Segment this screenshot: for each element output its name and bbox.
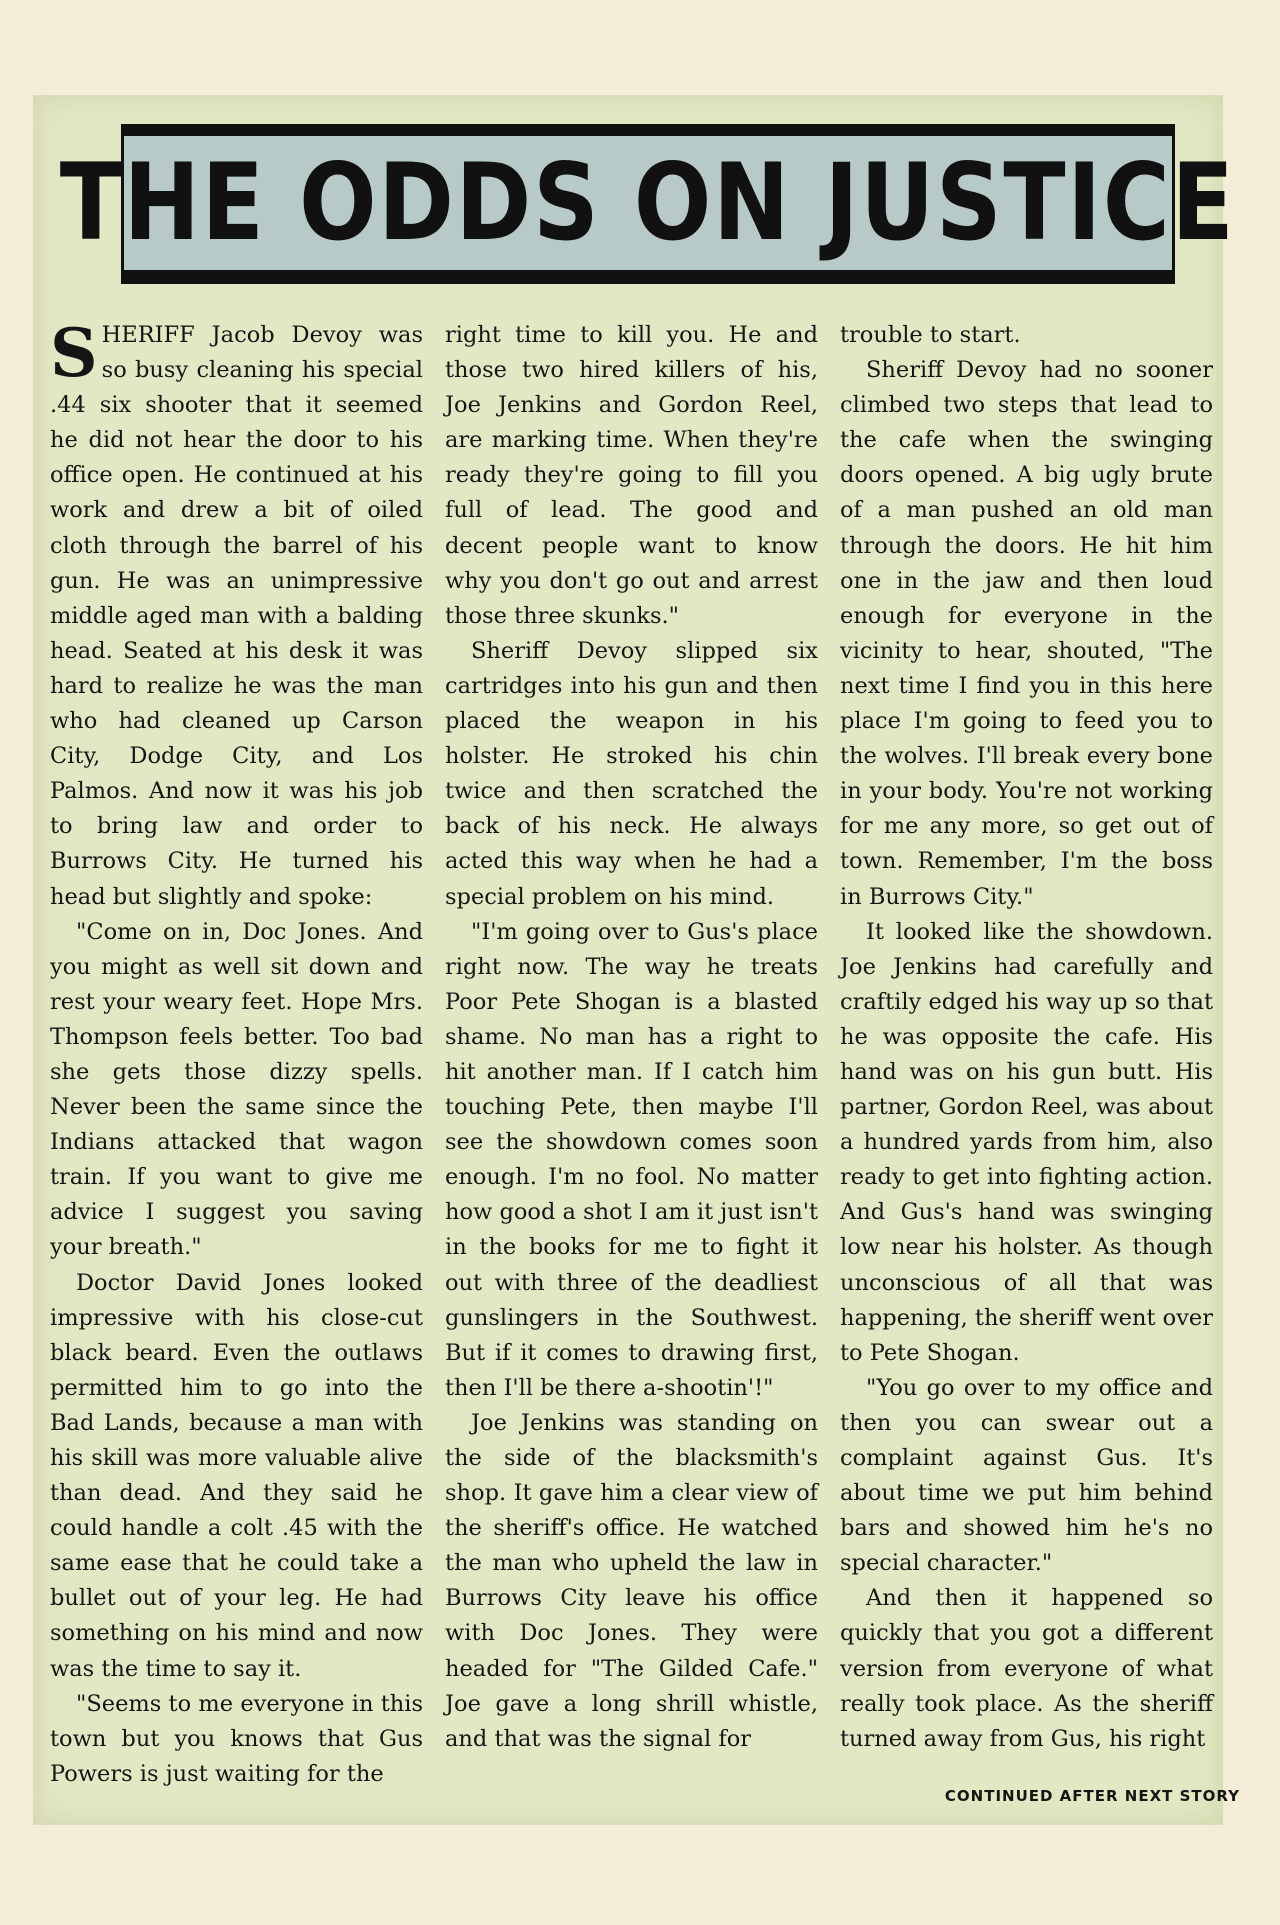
paragraph: Sheriff Devoy slipped six cartridges into his gun and then placed the weapon in his holster. He stroked his chin twice and then scratched the back of his neck. He always acted this way when he had a special problem on his mind. <box>445 637 818 910</box>
paragraph: right time to kill you. He and those two hired killers of his, Joe Jenkins and Gordon Reel, are marking time. When they're ready they're going to fill you full of lead. The good and decent people want to know why you don't go out and arrest those three skunks." <box>445 322 818 629</box>
paragraph: "Seems to me everyone in this town but you knows that Gus Powers is just waiting for the <box>50 1690 423 1787</box>
paragraph: It looked like the showdown. Joe Jenkins had carefully and craftily edged his way up so that he was opposite the cafe. His hand was on his gun butt. His partner, Gordon Reel, was about a hundred yards from him, also ready to get into fighting action. And Gus's hand was swinging low near his holster. As though unconscious of all that was happening, the sheriff went over to Pete Shogan. <box>840 918 1213 1366</box>
paragraph: Doctor David Jones looked impressive with his close-cut black beard. Even the outlaws permitted him to go into the Bad Lands, because a man with his skill was more valuable alive than dead. And they said he could handle a colt .45 with the same ease that he could take a bullet out of your leg. He had something on his mind and now was the time to say it. <box>50 1269 423 1682</box>
paragraph: "You go over to my office and then you can swear out a complaint against Gus. It's about time we put him behind bars and showed him he's no special character." <box>840 1374 1213 1577</box>
drop-cap: S <box>50 314 98 392</box>
story-columns <box>50 314 1215 1787</box>
continued-note: CONTINUED AFTER NEXT STORY <box>944 1787 1240 1805</box>
column-3 <box>840 318 1213 1778</box>
paragraph: "I'm going over to Gus's place right now. The way he treats Poor Pete Shogan is a blasted shame. No man has a right to hit another man. If I catch him touching Pete, then maybe I'll see the showdown comes soon enough. I'm no fool. No matter how good a shot I am it just isn't in the books for me to fight it out with three of the deadliest gunslingers in the Southwest. But if it comes to drawing first, then I'll be there a-shootin'!" <box>445 918 818 1401</box>
paragraph: Joe Jenkins was standing on the side of the blacksmith's shop. It gave him a clear view of the sheriff's office. He watched the man who upheld the law in Burrows City leave his office with Doc Jones. They were headed for "The Gilded Cafe." Joe gave a long shrill whistle, and that was the signal for <box>445 1409 818 1752</box>
paragraph <box>50 314 423 915</box>
story-title: THE ODDS ON JUSTICE <box>60 141 1236 264</box>
column-2 <box>445 318 818 1778</box>
paragraph-text: HERIFF Jacob Devoy was so busy cleaning his special .44 six shooter that it seemed he did not hear the door to his office open. He continued at his work and drew a bit of oiled cloth through the barrel of his gun. He was an unimpressive middle aged man with a balding head. Seated at his desk it was hard to realize he was the man who had cleaned up Carson City, Dodge City, and Los Palmos. And now it was his job to bring law and order to Burrows City. He turned his head but slightly and spoke: <box>50 322 423 910</box>
paragraph: Sheriff Devoy had no sooner climbed two steps that lead to the cafe when the swinging doors opened. A big ugly brute of a man pushed an old man through the doors. He hit him one in the jaw and then loud enough for everyone in the vicinity to hear, shouted, "The next time I find you in this here place I'm going to feed you to the wolves. I'll break every bone in your body. You're not working for me any more, so get out of town. Remember, I'm the boss in Burrows City." <box>840 357 1213 910</box>
paragraph: trouble to start. <box>840 322 1021 348</box>
column-1 <box>50 314 423 1787</box>
title-banner <box>60 124 1236 284</box>
paragraph: And then it happened so quickly that you got a different version from everyone of what really took place. As the sheriff turned away from Gus, his right <box>840 1585 1213 1752</box>
paragraph: "Come on in, Doc Jones. And you might as well sit down and rest your weary feet. Hope Mrs. Thompson feels better. Too bad she gets those dizzy spells. Never been the same since the Indians attacked that wagon train. If you want to give me advice I suggest you saving your breath." <box>50 918 423 1261</box>
